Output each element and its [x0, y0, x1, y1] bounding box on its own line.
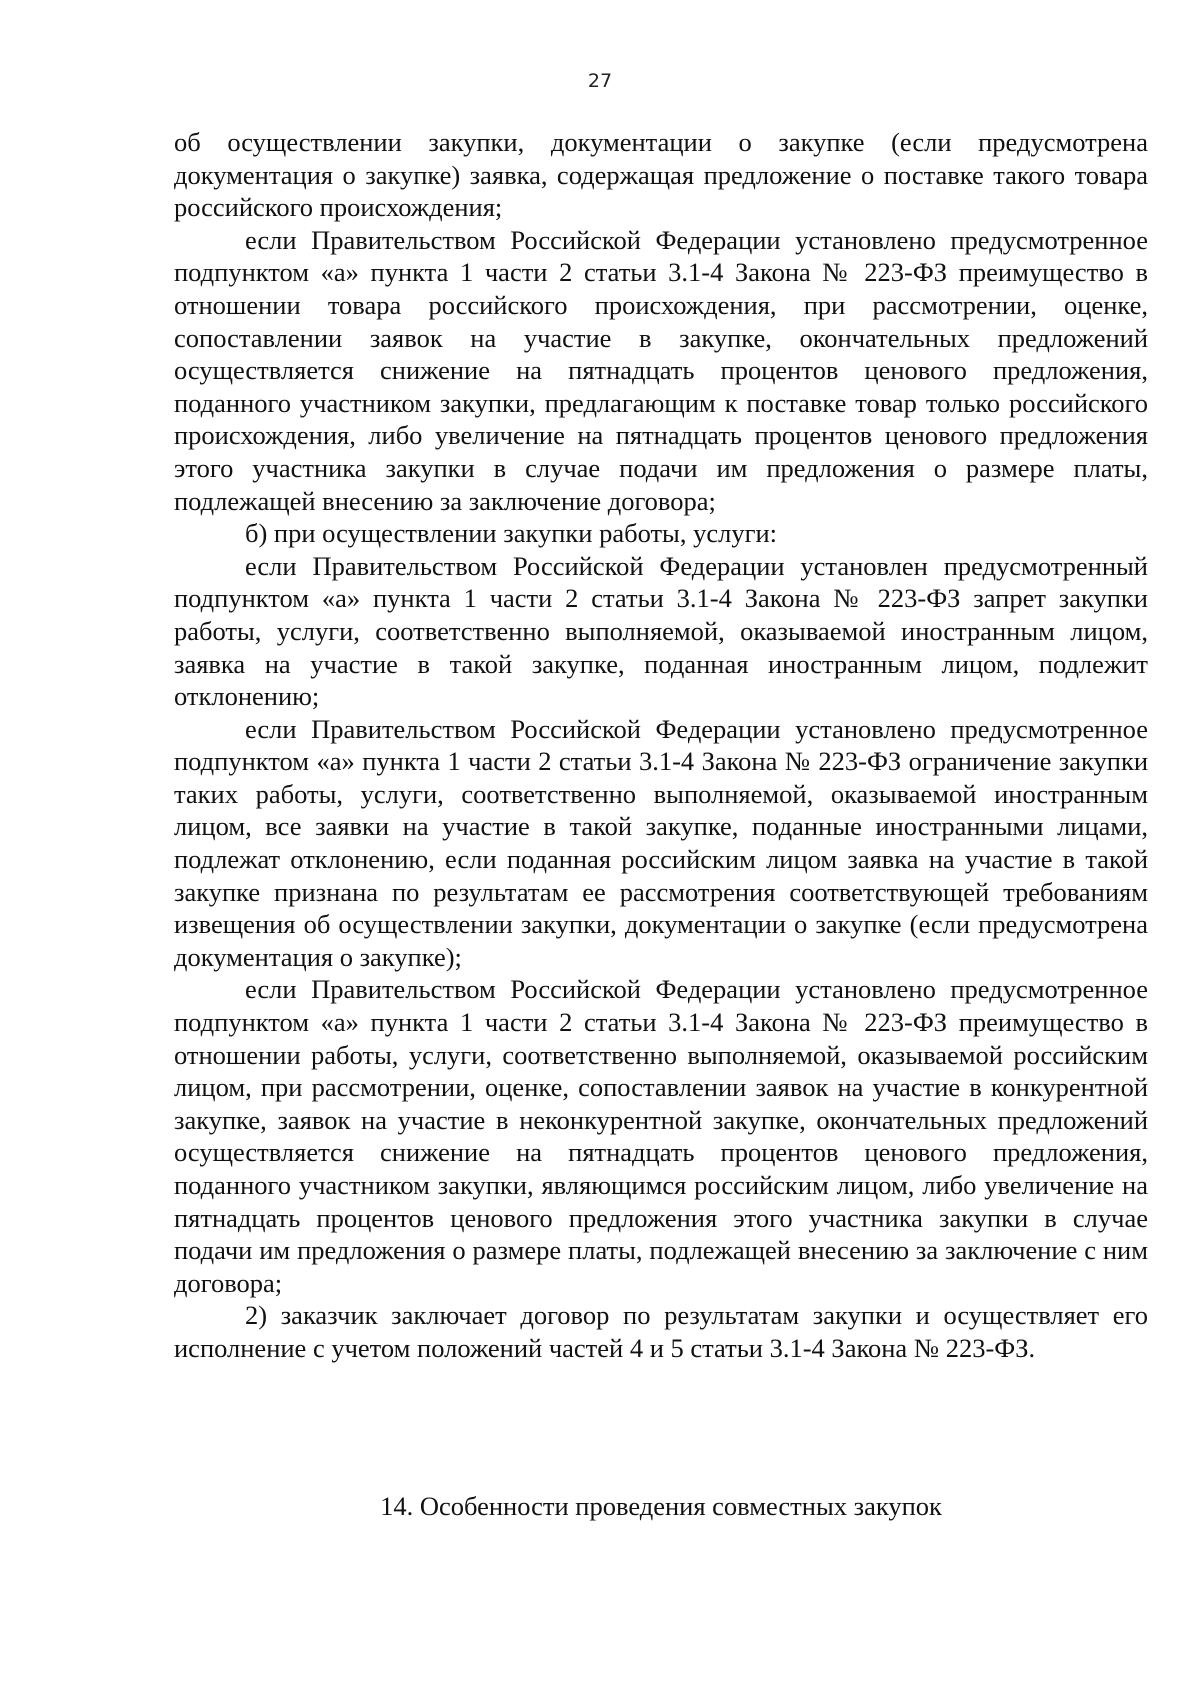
paragraph-goods-preference: если Правительством Российской Федерации установлено предусмотренное подпунктом «а» пункта 1 части 2 статьи 3.1-4 Закона № 223-ФЗ преимущество в отношении товара российского происхождения, при рассмотрении, оценке, сопоставлении заявок на участие в закупке, окончательных предложений осуществляется снижение на пятнадцать процентов ценового предложения, поданного участником закупки, предлагающим к поставке товар только российского происхождения, либо увеличение на пятнадцать процентов ценового предложения этого участника закупки в случае подачи им предложения о размере платы, подлежащей внесению за заключение договора; [174, 224, 1148, 516]
paragraph-continuation: об осуществлении закупки, документации о закупке (если предусмотрена документация о закупке) заявка, содержащая предложение о поставке такого товара российского происхождения; [174, 127, 1148, 223]
paragraph-works-preference: если Правительством Российской Федерации установлено предусмотренное подпунктом «а» пункта 1 части 2 статьи 3.1-4 Закона № 223-ФЗ преимущество в отношении работы, услуги, соответственно выполняемой, оказываемой российским лицом, при рассмотрении, оценке, сопоставлении заявок на участие в конкурентной закупке, заявок на участие в неконкурентной закупке, окончательных предложений осуществляется снижение на пятнадцать процентов ценового предложения, поданного участником закупки, являющимся российским лицом, либо увеличение на пятнадцать процентов ценового предложения этого участника закупки в случае подачи им предложения о размере платы, подлежащей внесению за заключение с ним договора; [174, 974, 1148, 1298]
page-number: 27 [587, 70, 613, 92]
paragraph-works-services-heading: б) при осуществлении закупки работы, услуги: [245, 518, 778, 549]
paragraph-works-restriction: если Правительством Российской Федерации установлено предусмотренное подпунктом «а» пункта 1 части 2 статьи 3.1-4 Закона № 223-ФЗ ограничение закупки таких работы, услуги, соответственно выполняемой, оказываемой иностранным лицом, все заявки на участие в такой закупке, поданные иностранными лицами, подлежат отклонению, если поданная российским лицом заявка на участие в такой закупке признана по результатам ее рассмотрения соответствующей требованиям извещения об осуществлении закупки, документации о закупке (если предусмотрена документация о закупке); [174, 713, 1148, 972]
paragraph-contract-execution: 2) заказчик заключает договор по результатам закупки и осуществляет его исполнение с учетом положений частей 4 и 5 статьи 3.1-4 Закона № 223-ФЗ. [174, 1300, 1148, 1363]
section-heading: 14. Особенности проведения совместных закупок [380, 1491, 942, 1521]
document-body [174, 126, 1148, 1365]
paragraph-works-ban: если Правительством Российской Федерации установлен предусмотренный подпунктом «а» пункта 1 части 2 статьи 3.1-4 Закона № 223-ФЗ запрет закупки работы, услуги, соответственно выполняемой, оказываемой иностранным лицом, заявка на участие в такой закупке, поданная иностранным лицом, подлежит отклонению; [174, 550, 1148, 712]
